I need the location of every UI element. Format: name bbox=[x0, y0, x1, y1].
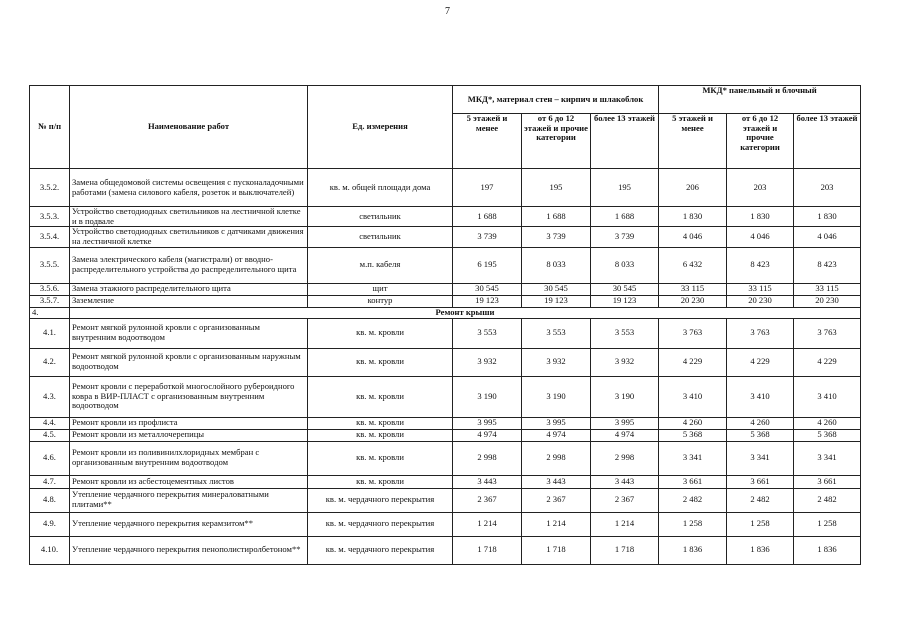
value-cell: 1 836 bbox=[659, 536, 727, 564]
unit-cell: кв. м. кровли bbox=[308, 348, 453, 376]
value-cell: 30 545 bbox=[453, 283, 522, 295]
value-cell: 2 367 bbox=[522, 488, 591, 512]
value-cell: 6 195 bbox=[453, 247, 522, 283]
value-cell: 3 553 bbox=[453, 318, 522, 348]
table-row bbox=[30, 169, 861, 207]
row-number: 4.3. bbox=[30, 376, 70, 417]
row-number: 3.5.7. bbox=[30, 295, 70, 307]
header-sub: более 13 этажей bbox=[591, 114, 659, 169]
work-name: Ремонт мягкой рулонной кровли с организованным наружным водоотводом bbox=[70, 348, 308, 376]
work-name: Замена этажного распределительного щита bbox=[70, 283, 308, 295]
work-name: Ремонт кровли из металлочерепицы bbox=[70, 429, 308, 441]
value-cell: 3 443 bbox=[453, 475, 522, 488]
value-cell: 3 410 bbox=[659, 376, 727, 417]
value-cell: 1 258 bbox=[659, 512, 727, 536]
unit-cell: кв. м. общей площади дома bbox=[308, 169, 453, 207]
value-cell: 3 443 bbox=[522, 475, 591, 488]
row-number: 4.6. bbox=[30, 441, 70, 475]
table-row bbox=[30, 295, 861, 307]
unit-cell: кв. м. кровли bbox=[308, 376, 453, 417]
value-cell: 1 718 bbox=[522, 536, 591, 564]
value-cell: 3 661 bbox=[794, 475, 861, 488]
value-cell: 3 932 bbox=[522, 348, 591, 376]
value-cell: 1 836 bbox=[727, 536, 794, 564]
value-cell: 8 033 bbox=[522, 247, 591, 283]
header-sub: от 6 до 12 этажей и прочие категории bbox=[727, 114, 794, 169]
unit-cell: контур bbox=[308, 295, 453, 307]
row-number: 3.5.4. bbox=[30, 227, 70, 247]
work-name: Утепление чердачного перекрытия пенополистиролбетоном** bbox=[70, 536, 308, 564]
table-header bbox=[30, 86, 861, 169]
value-cell: 4 974 bbox=[522, 429, 591, 441]
value-cell: 3 190 bbox=[522, 376, 591, 417]
row-number: 3.5.5. bbox=[30, 247, 70, 283]
row-number: 3.5.6. bbox=[30, 283, 70, 295]
value-cell: 1 718 bbox=[453, 536, 522, 564]
work-name: Устройство светодиодных светильников на лестничной клетке и в подвале bbox=[70, 207, 308, 227]
value-cell: 3 190 bbox=[591, 376, 659, 417]
value-cell: 203 bbox=[794, 169, 861, 207]
row-number: 4.9. bbox=[30, 512, 70, 536]
unit-cell: м.п. кабеля bbox=[308, 247, 453, 283]
value-cell: 3 763 bbox=[659, 318, 727, 348]
unit-cell: светильник bbox=[308, 207, 453, 227]
value-cell: 1 688 bbox=[453, 207, 522, 227]
value-cell: 1 688 bbox=[522, 207, 591, 227]
row-number: 4.8. bbox=[30, 488, 70, 512]
value-cell: 3 739 bbox=[453, 227, 522, 247]
table-row bbox=[30, 207, 861, 227]
value-cell: 1 830 bbox=[794, 207, 861, 227]
value-cell: 33 115 bbox=[794, 283, 861, 295]
value-cell: 2 482 bbox=[794, 488, 861, 512]
work-name: Замена общедомовой системы освещения с пусконаладочными работами (замена силового кабеля, розеток и выключателей) bbox=[70, 169, 308, 207]
work-name: Устройство светодиодных светильников с датчиками движения на лестничной клетке bbox=[70, 227, 308, 247]
value-cell: 20 230 bbox=[794, 295, 861, 307]
row-number: 4.1. bbox=[30, 318, 70, 348]
unit-cell: кв. м. кровли bbox=[308, 441, 453, 475]
table-row bbox=[30, 247, 861, 283]
unit-cell: кв. м. кровли bbox=[308, 318, 453, 348]
value-cell: 4 260 bbox=[794, 417, 861, 429]
value-cell: 195 bbox=[522, 169, 591, 207]
table-row bbox=[30, 376, 861, 417]
value-cell: 4 974 bbox=[453, 429, 522, 441]
work-name: Заземление bbox=[70, 295, 308, 307]
value-cell: 1 258 bbox=[794, 512, 861, 536]
value-cell: 3 932 bbox=[591, 348, 659, 376]
value-cell: 4 260 bbox=[659, 417, 727, 429]
value-cell: 195 bbox=[591, 169, 659, 207]
value-cell: 4 260 bbox=[727, 417, 794, 429]
row-number: 4.5. bbox=[30, 429, 70, 441]
value-cell: 1 830 bbox=[727, 207, 794, 227]
row-number: 3.5.3. bbox=[30, 207, 70, 227]
value-cell: 30 545 bbox=[522, 283, 591, 295]
value-cell: 1 214 bbox=[522, 512, 591, 536]
value-cell: 2 367 bbox=[591, 488, 659, 512]
header-sub: более 13 этажей bbox=[794, 114, 861, 169]
value-cell: 3 763 bbox=[727, 318, 794, 348]
table-body bbox=[30, 169, 861, 565]
value-cell: 3 443 bbox=[591, 475, 659, 488]
table-row bbox=[30, 227, 861, 247]
value-cell: 3 739 bbox=[591, 227, 659, 247]
value-cell: 2 998 bbox=[522, 441, 591, 475]
value-cell: 8 423 bbox=[794, 247, 861, 283]
value-cell: 33 115 bbox=[659, 283, 727, 295]
value-cell: 1 258 bbox=[727, 512, 794, 536]
value-cell: 4 046 bbox=[794, 227, 861, 247]
table-row bbox=[30, 318, 861, 348]
unit-cell: кв. м. кровли bbox=[308, 429, 453, 441]
value-cell: 3 553 bbox=[522, 318, 591, 348]
header-group-brick: МКД*, материал стен – кирпич и шлакоблок bbox=[453, 86, 659, 114]
value-cell: 19 123 bbox=[522, 295, 591, 307]
value-cell: 8 423 bbox=[727, 247, 794, 283]
value-cell: 3 341 bbox=[794, 441, 861, 475]
unit-cell: кв. м. кровли bbox=[308, 417, 453, 429]
value-cell: 20 230 bbox=[659, 295, 727, 307]
value-cell: 3 410 bbox=[727, 376, 794, 417]
value-cell: 3 739 bbox=[522, 227, 591, 247]
value-cell: 2 998 bbox=[591, 441, 659, 475]
unit-cell: кв. м. чердачного перекрытия bbox=[308, 488, 453, 512]
value-cell: 30 545 bbox=[591, 283, 659, 295]
value-cell: 2 998 bbox=[453, 441, 522, 475]
header-unit: Ед. измерения bbox=[308, 86, 453, 169]
work-name: Ремонт мягкой рулонной кровли с организованным внутренним водоотводом bbox=[70, 318, 308, 348]
value-cell: 2 482 bbox=[659, 488, 727, 512]
header-group-panel: МКД* панельный и блочный bbox=[659, 86, 861, 114]
value-cell: 33 115 bbox=[727, 283, 794, 295]
value-cell: 5 368 bbox=[794, 429, 861, 441]
header-sub: от 6 до 12 этажей и прочие категории bbox=[522, 114, 591, 169]
value-cell: 5 368 bbox=[659, 429, 727, 441]
table-row bbox=[30, 512, 861, 536]
work-name: Ремонт кровли из профлиста bbox=[70, 417, 308, 429]
value-cell: 3 553 bbox=[591, 318, 659, 348]
value-cell: 5 368 bbox=[727, 429, 794, 441]
table-row bbox=[30, 475, 861, 488]
section-row bbox=[30, 307, 861, 318]
row-number: 4.10. bbox=[30, 536, 70, 564]
table-row bbox=[30, 536, 861, 564]
header-sub: 5 этажей и менее bbox=[659, 114, 727, 169]
header-name: Наименование работ bbox=[70, 86, 308, 169]
value-cell: 3 995 bbox=[522, 417, 591, 429]
value-cell: 4 046 bbox=[659, 227, 727, 247]
value-cell: 3 763 bbox=[794, 318, 861, 348]
unit-cell: кв. м. чердачного перекрытия bbox=[308, 512, 453, 536]
value-cell: 3 190 bbox=[453, 376, 522, 417]
value-cell: 1 836 bbox=[794, 536, 861, 564]
value-cell: 6 432 bbox=[659, 247, 727, 283]
table-row bbox=[30, 283, 861, 295]
value-cell: 1 214 bbox=[591, 512, 659, 536]
table-row bbox=[30, 348, 861, 376]
table-row bbox=[30, 417, 861, 429]
value-cell: 3 410 bbox=[794, 376, 861, 417]
rates-table bbox=[29, 85, 861, 565]
value-cell: 8 033 bbox=[591, 247, 659, 283]
value-cell: 4 046 bbox=[727, 227, 794, 247]
value-cell: 3 995 bbox=[453, 417, 522, 429]
value-cell: 3 341 bbox=[727, 441, 794, 475]
value-cell: 3 341 bbox=[659, 441, 727, 475]
value-cell: 20 230 bbox=[727, 295, 794, 307]
value-cell: 3 932 bbox=[453, 348, 522, 376]
value-cell: 1 830 bbox=[659, 207, 727, 227]
row-number: 4.7. bbox=[30, 475, 70, 488]
work-name: Утепление чердачного перекрытия керамзитом** bbox=[70, 512, 308, 536]
value-cell: 3 661 bbox=[727, 475, 794, 488]
work-name: Ремонт кровли из поливинилхлоридных мембран с организованным внутренним водоотводом bbox=[70, 441, 308, 475]
unit-cell: щит bbox=[308, 283, 453, 295]
row-number: 4.4. bbox=[30, 417, 70, 429]
value-cell: 3 661 bbox=[659, 475, 727, 488]
value-cell: 19 123 bbox=[453, 295, 522, 307]
page-number: 7 bbox=[445, 6, 450, 17]
unit-cell: кв. м. чердачного перекрытия bbox=[308, 536, 453, 564]
value-cell: 3 995 bbox=[591, 417, 659, 429]
section-title: Ремонт крыши bbox=[70, 307, 861, 318]
value-cell: 2 367 bbox=[453, 488, 522, 512]
section-number: 4. bbox=[30, 307, 70, 318]
work-name: Утепление чердачного перекрытия минераловатными плитами** bbox=[70, 488, 308, 512]
value-cell: 4 229 bbox=[794, 348, 861, 376]
value-cell: 4 974 bbox=[591, 429, 659, 441]
work-name: Ремонт кровли из асбестоцементных листов bbox=[70, 475, 308, 488]
value-cell: 203 bbox=[727, 169, 794, 207]
unit-cell: кв. м. кровли bbox=[308, 475, 453, 488]
value-cell: 1 688 bbox=[591, 207, 659, 227]
value-cell: 206 bbox=[659, 169, 727, 207]
row-number: 3.5.2. bbox=[30, 169, 70, 207]
header-sub: 5 этажей и менее bbox=[453, 114, 522, 169]
unit-cell: светильник bbox=[308, 227, 453, 247]
value-cell: 4 229 bbox=[727, 348, 794, 376]
table-row bbox=[30, 488, 861, 512]
table-row bbox=[30, 441, 861, 475]
header-num: № п/п bbox=[30, 86, 70, 169]
row-number: 4.2. bbox=[30, 348, 70, 376]
work-name: Замена электрического кабеля (магистрали) от вводно-распределительного устройства до распределительного щита bbox=[70, 247, 308, 283]
value-cell: 1 718 bbox=[591, 536, 659, 564]
value-cell: 1 214 bbox=[453, 512, 522, 536]
table-row bbox=[30, 429, 861, 441]
value-cell: 2 482 bbox=[727, 488, 794, 512]
value-cell: 197 bbox=[453, 169, 522, 207]
value-cell: 19 123 bbox=[591, 295, 659, 307]
work-name: Ремонт кровли с переработкой многослойного рубероидного ковра в ВИР-ПЛАСТ с организованным внутренним водоотводом bbox=[70, 376, 308, 417]
value-cell: 4 229 bbox=[659, 348, 727, 376]
